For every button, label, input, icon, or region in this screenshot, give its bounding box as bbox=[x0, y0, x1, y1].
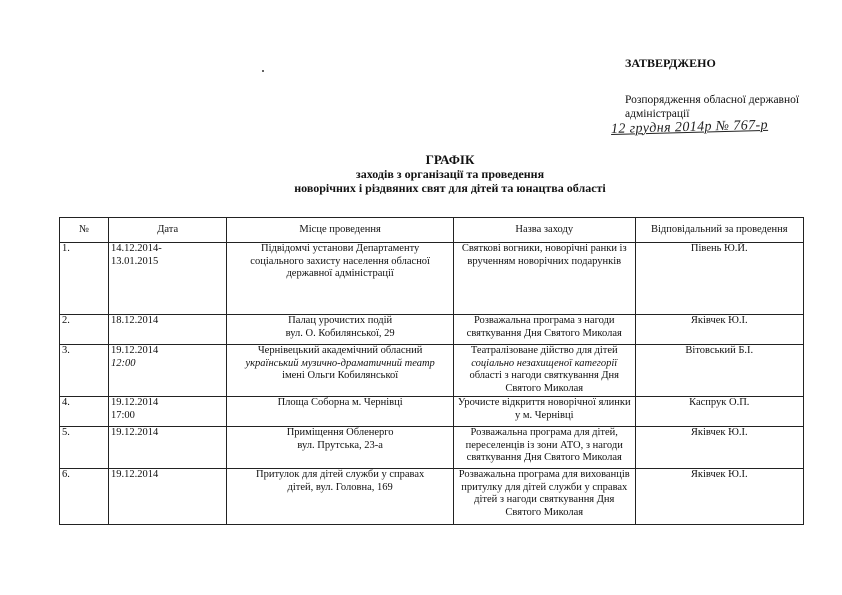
cell-text-line: 19.12.2014 bbox=[110, 427, 159, 438]
handwritten-order-date: 12 грудня 2014р № 767-р bbox=[610, 117, 769, 137]
table-row bbox=[60, 243, 804, 315]
cell-text-line: Святкові вогники, новорічні ранки із bbox=[461, 243, 627, 254]
cell-number: 5. bbox=[60, 427, 109, 469]
cell-text-line: врученням новорічних подарунків bbox=[467, 255, 622, 267]
cell-text-line: Урочисте відкриття новорічної ялинки bbox=[457, 397, 631, 408]
cell-text-line: у м. Чернівці bbox=[514, 409, 574, 421]
table-row bbox=[60, 397, 804, 427]
cell-text-line: Розважальна програма для вихованців bbox=[458, 469, 630, 480]
cell-text-line: області з нагоди святкування Дня bbox=[469, 370, 620, 381]
cell-date bbox=[108, 397, 226, 427]
cell-text-line: Палац урочистих подій bbox=[288, 315, 393, 326]
cell-text-line: дітей з нагоди святкування Дня bbox=[474, 494, 615, 505]
cell-responsible: Півень Ю.Й. bbox=[635, 243, 803, 315]
cell-place bbox=[227, 469, 454, 525]
cell-text-line: Розважальна програма для дітей, bbox=[470, 427, 618, 438]
cell-date bbox=[108, 345, 226, 397]
approval-stamp bbox=[610, 56, 830, 137]
cell-place bbox=[227, 397, 454, 427]
schedule-table bbox=[59, 217, 804, 525]
cell-text-line: Приміщення Обленерго bbox=[286, 427, 394, 438]
cell-text-line: 18.12.2014 bbox=[110, 315, 159, 326]
cell-text-line: 19.12.2014 bbox=[110, 469, 159, 480]
header-date: Дата bbox=[108, 218, 226, 243]
document-title: ГРАФІК bbox=[425, 152, 475, 167]
cell-number: 3. bbox=[60, 345, 109, 397]
cell-responsible: Каспрук О.П. bbox=[635, 397, 803, 427]
cell-event bbox=[453, 315, 635, 345]
cell-date bbox=[108, 315, 226, 345]
cell-event bbox=[453, 397, 635, 427]
cell-event bbox=[453, 427, 635, 469]
cell-place bbox=[227, 243, 454, 315]
cell-text-line: святкування Дня Святого Миколая bbox=[466, 327, 622, 339]
cell-number: 1. bbox=[60, 243, 109, 315]
cell-number: 2. bbox=[60, 315, 109, 345]
cell-date bbox=[108, 427, 226, 469]
cell-text-line: Площа Соборна м. Чернівці bbox=[277, 397, 403, 408]
cell-text-line: дітей, вул. Головна, 169 bbox=[287, 481, 393, 493]
table-body bbox=[60, 243, 804, 525]
order-label: Розпорядження обласної державної адміністрації bbox=[625, 94, 800, 120]
cell-text-line: Чернівецький академічний обласний bbox=[257, 345, 423, 356]
cell-date bbox=[108, 243, 226, 315]
cell-text-line: Підвідомчі установи Департаменту bbox=[261, 243, 420, 254]
cell-place bbox=[227, 427, 454, 469]
cell-text-line: 13.01.2015 bbox=[110, 255, 159, 267]
cell-text-line: 14.12.2014- bbox=[110, 243, 162, 254]
heading-line-2: новорічних і різдвяних свят для дітей та юнацтва області bbox=[294, 181, 606, 195]
cell-text-line: Розважальна програма з нагоди bbox=[473, 315, 615, 326]
cell-event bbox=[453, 243, 635, 315]
cell-text-line: переселенців із зони АТО, з нагоди bbox=[465, 439, 623, 451]
cell-text-line: святкування Дня Святого Миколая bbox=[466, 452, 622, 463]
table-row bbox=[60, 345, 804, 397]
table-header-row bbox=[60, 218, 804, 243]
cell-date bbox=[108, 469, 226, 525]
cell-text-line: український музично-драматичний театр bbox=[245, 357, 435, 369]
cell-text-line: державної адміністрації bbox=[286, 268, 394, 279]
cell-responsible: Яківчек Ю.І. bbox=[635, 469, 803, 525]
cell-text-line: імені Ольги Кобилянської bbox=[282, 370, 399, 381]
cell-place bbox=[227, 345, 454, 397]
cell-text-line: вул. Прутська, 23-а bbox=[297, 439, 383, 451]
cell-text-line: 19.12.2014 bbox=[110, 345, 159, 356]
scan-speck bbox=[262, 70, 264, 72]
cell-number: 6. bbox=[60, 469, 109, 525]
cell-text-line: Притулок для дітей служби у справах bbox=[256, 469, 425, 480]
table-row bbox=[60, 427, 804, 469]
cell-text-line: соціально незахищеної категорії bbox=[471, 357, 618, 369]
cell-text-line: 12:00 bbox=[110, 357, 136, 369]
cell-text-line: соціального захисту населення обласної bbox=[250, 255, 430, 267]
cell-event bbox=[453, 345, 635, 397]
cell-responsible: Яківчек Ю.І. bbox=[635, 427, 803, 469]
table-row bbox=[60, 469, 804, 525]
cell-text-line: вул. О. Кобилянської, 29 bbox=[285, 327, 395, 339]
cell-text-line: Святого Миколая bbox=[505, 382, 584, 394]
header-responsible: Відповідальний за проведення bbox=[635, 218, 803, 243]
header-event: Назва заходу bbox=[453, 218, 635, 243]
header-num: № bbox=[60, 218, 109, 243]
cell-text-line: 17:00 bbox=[110, 409, 135, 421]
cell-text-line: притулку для дітей служби у справах bbox=[461, 481, 628, 493]
header-place: Місце проведення bbox=[227, 218, 454, 243]
cell-responsible: Вітовський Б.І. bbox=[635, 345, 803, 397]
cell-place bbox=[227, 315, 454, 345]
approved-title: ЗАТВЕРДЖЕНО bbox=[625, 56, 716, 70]
cell-event bbox=[453, 469, 635, 525]
document-heading bbox=[200, 153, 700, 195]
cell-text-line: 19.12.2014 bbox=[110, 397, 159, 408]
table-row bbox=[60, 315, 804, 345]
cell-text-line: Театралізоване дійство для дітей bbox=[470, 345, 618, 356]
cell-text-line: Святого Миколая bbox=[505, 506, 584, 518]
cell-responsible: Яківчек Ю.І. bbox=[635, 315, 803, 345]
heading-line-1: заходів з організації та проведення bbox=[355, 167, 545, 181]
cell-number: 4. bbox=[60, 397, 109, 427]
